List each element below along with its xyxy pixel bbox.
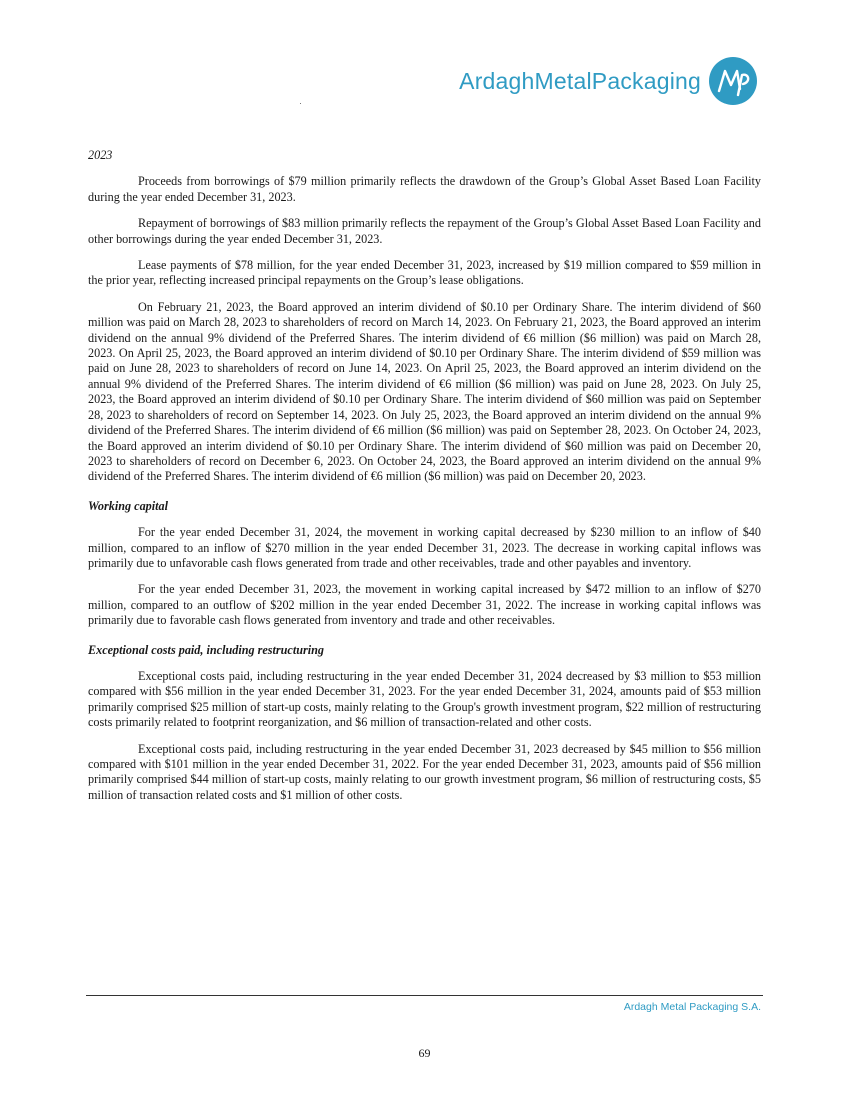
- page-body: [88, 140, 761, 803]
- paragraph-working-capital-2024: For the year ended December 31, 2024, the movement in working capital decreased by $230 million to an inflow of $40 million, compared to an inflow of $270 million in the year ended December 31, 2023. The decrease in working capital inflows was primarily due to unfavorable cash flows generated from trade and other receivables, trade and other payables and inventory.: [88, 525, 761, 570]
- company-logo: [459, 55, 759, 107]
- paragraph-exceptional-costs-2023: Exceptional costs paid, including restructuring in the year ended December 31, 2023 decreased by $45 million to $56 million compared with $101 million in the year ended December 31, 2022. For the year ended December 31, 2023, amounts paid of $56 million primarily comprised $44 million of start-up costs, mainly relating to our growth investment program, $6 million of restructuring costs, $5 million of transaction related costs and $1 million of other costs.: [88, 741, 761, 802]
- paragraph-working-capital-2023: For the year ended December 31, 2023, the movement in working capital increased by $472 million to an inflow of $270 million, compared to an outflow of $202 million in the year ended December 31, 2022. The increase in working capital inflows was primarily due to favorable cash flows generated from inventory and trade and other receivables.: [88, 582, 761, 628]
- footer-company-name: Ardagh Metal Packaging S.A.: [623, 1001, 761, 1013]
- logo-word-ardagh: Ardagh: [459, 67, 535, 94]
- logo-word-metal: Metal: [534, 67, 592, 94]
- year-heading: 2023: [88, 148, 113, 162]
- paragraph-lease-payments: Lease payments of $78 million, for the year ended December 31, 2023, increased by $19 million compared to $59 million in the prior year, reflecting increased principal repayments on the Group’s lease obligations.: [88, 258, 761, 288]
- footer-divider: [86, 995, 763, 996]
- paragraph-proceeds-borrowings: Proceeds from borrowings of $79 million primarily reflects the drawdown of the Group’s Global Asset Based Loan Facility during the year ended December 31, 2023.: [88, 174, 761, 204]
- paragraph-dividends: On February 21, 2023, the Board approved an interim dividend of $0.10 per Ordinary Share. The interim dividend of $60 million was paid on March 28, 2023 to shareholders of record on March 14, 2023. On February 21, 2023, the Board approved an interim dividend on the annual 9% dividend of the Preferred Shares. The interim dividend of €6 million ($6 million) was paid on March 28, 2023. On April 25, 2023, the Board approved an interim dividend of $0.10 per Ordinary Share. The interim dividend of $59 million was paid on June 28, 2023 to shareholders of record on June 14, 2023. On April 25, 2023, the Board approved an interim dividend on the annual 9% dividend of the Preferred Shares. The interim dividend of €6 million ($6 million) was paid on June 28, 2023. On July 25, 2023, the Board approved an interim dividend of $0.10 per Ordinary Share. The interim dividend of $60 million was paid on September 28, 2023 to shareholders of record on September 14, 2023. On July 25, 2023, the Board approved an interim dividend on the annual 9% dividend of the Preferred Shares. The interim dividend of €6 million ($6 million) was paid on September 28, 2023. On October 24, 2023, the Board approved an interim dividend of $0.10 per Ordinary Share. The interim dividend of $60 million was paid on December 20, 2023 to shareholders of record on December 6, 2023. On October 24, 2023, the Board approved an interim dividend on the annual 9% dividend of the Preferred Shares. The interim dividend of €6 million ($6 million) was paid on December 20, 2023.: [88, 299, 761, 484]
- section-heading-exceptional-costs: Exceptional costs paid, including restructuring: [88, 642, 325, 657]
- section-heading-working-capital: Working capital: [88, 498, 169, 513]
- paragraph-repayment-borrowings: Repayment of borrowings of $83 million primarily reflects the repayment of the Group’s Global Asset Based Loan Facility and other borrowings during the year ended December 31, 2023.: [88, 216, 761, 246]
- logo-wordmark: [459, 68, 701, 95]
- page-number: 69: [418, 1046, 431, 1060]
- logo-word-packaging: Packaging: [591, 67, 701, 94]
- scan-dot: [300, 103, 301, 104]
- paragraph-exceptional-costs-2024: Exceptional costs paid, including restructuring in the year ended December 31, 2024 decreased by $3 million to $53 million compared with $56 million in the year ended December 31, 2023. For the year ended December 31, 2024, amounts paid of $53 million primarily comprised $25 million of start-up costs, mainly relating to the Group's growth investment program, $22 million of restructuring costs primarily related to footprint reorganization, and $6 million of transaction-related and other costs.: [88, 668, 761, 730]
- amp-logo-icon: [707, 55, 759, 107]
